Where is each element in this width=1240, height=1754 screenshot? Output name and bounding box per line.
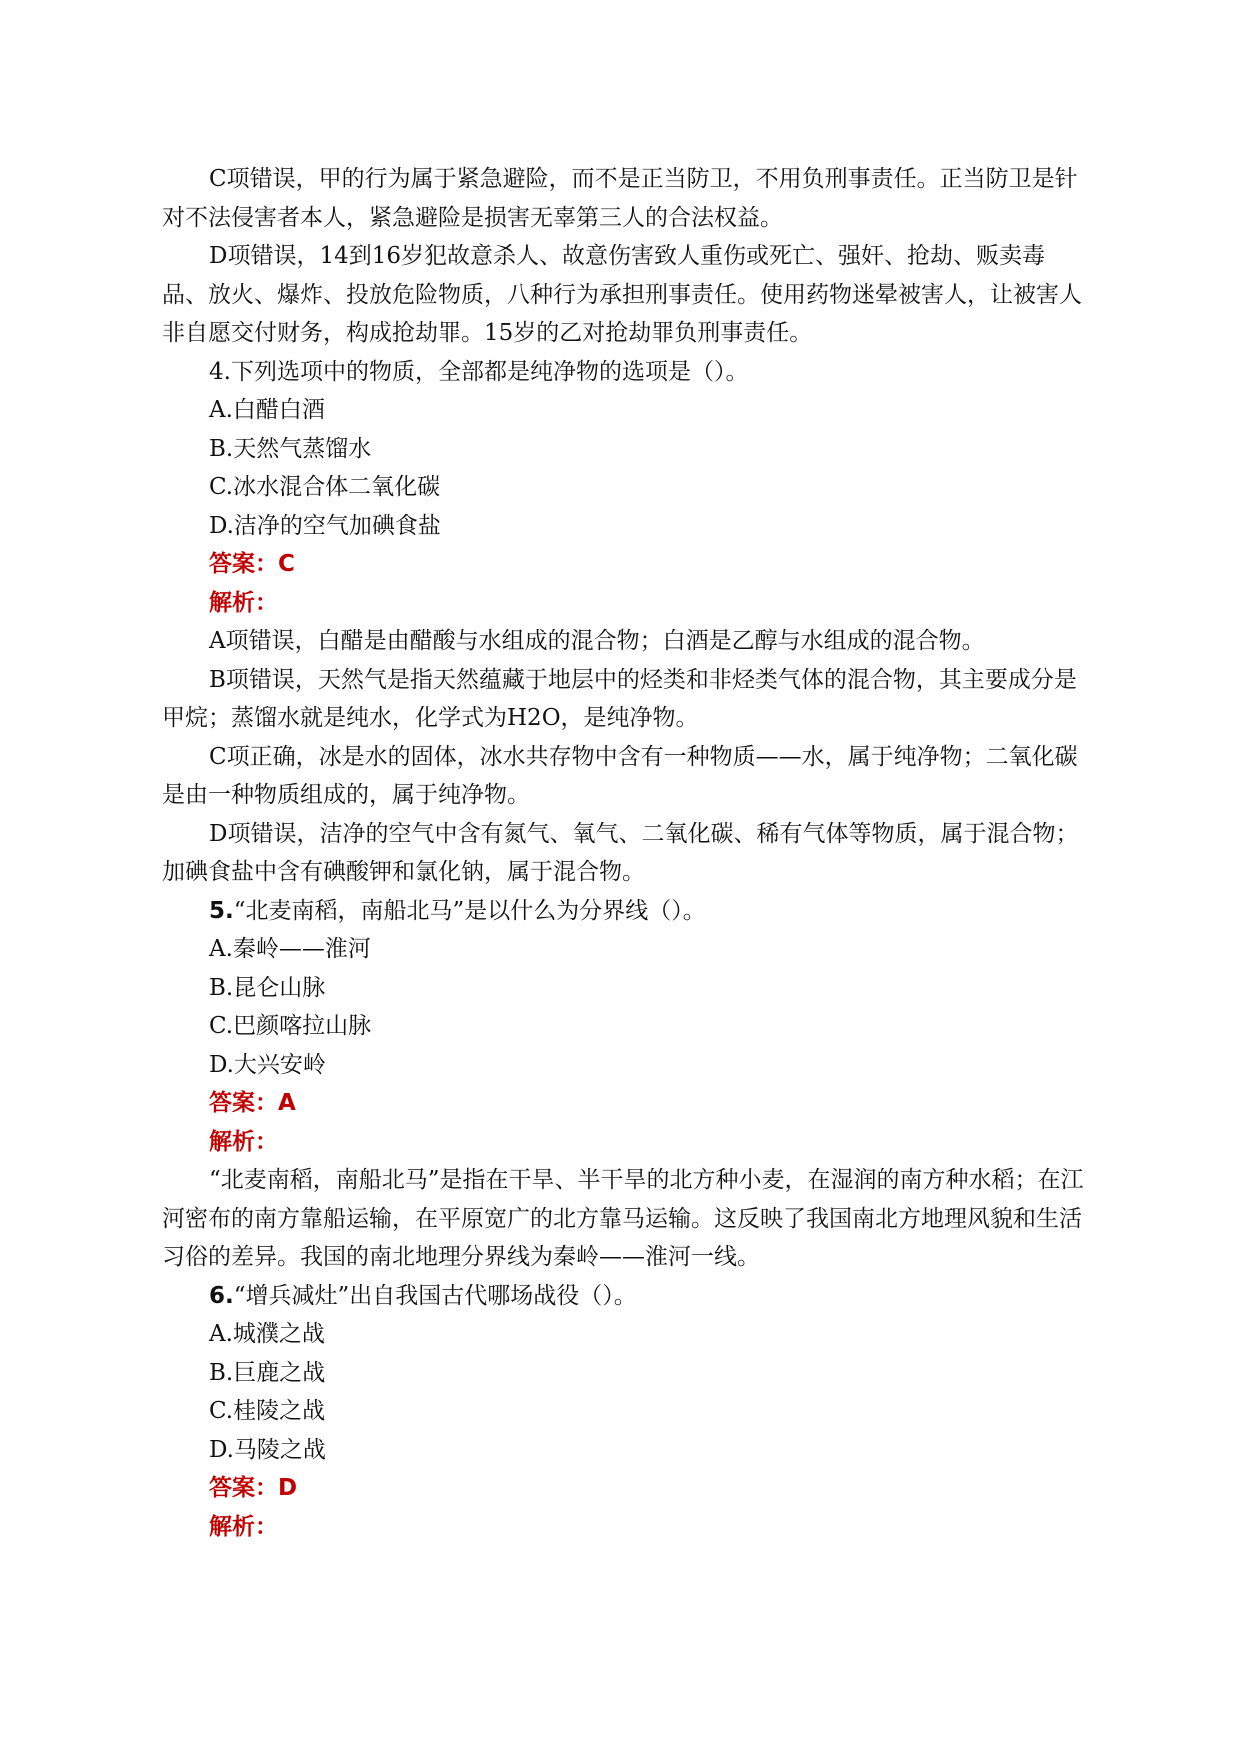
option-d: D.大兴安岭 bbox=[209, 1051, 326, 1078]
analysis-paragraph: C项正确，冰是水的固体，冰水共存物中含有一种物质——水，属于纯净物；二氧化碳是由一种物质组成的，属于纯净物。 bbox=[162, 743, 1078, 808]
option-a: A.白醋白酒 bbox=[209, 397, 325, 423]
prev-explanation-d: D项错误，14到16岁犯故意杀人、故意伤害致人重伤或死亡、强奸、抢劫、贩卖毒品、放火、爆炸、投放危险物质，八种行为承担刑事责任。使用药物迷晕被害人，让被害人非自愿交付财务，构成抢劫罪。15岁的乙对抢劫罪负刑事责任。 bbox=[162, 243, 1082, 346]
answer-label: 答案：A bbox=[209, 1090, 296, 1116]
question-5 bbox=[162, 892, 1090, 1277]
analysis-label: 解析： bbox=[209, 589, 278, 616]
analysis-label: 解析： bbox=[209, 1513, 278, 1540]
analysis-label: 解析： bbox=[209, 1128, 278, 1155]
option-c: C.冰水混合体二氧化碳 bbox=[209, 474, 441, 500]
question-number: 5. bbox=[209, 897, 234, 924]
option-a: A.秦岭——淮河 bbox=[209, 936, 371, 962]
option-a: A.城濮之战 bbox=[209, 1321, 325, 1347]
question-6 bbox=[162, 1277, 1090, 1547]
option-c: C.桂陵之战 bbox=[209, 1398, 326, 1424]
answer-label: 答案：C bbox=[209, 551, 295, 577]
question-4 bbox=[162, 353, 1090, 892]
answer-label: 答案：D bbox=[209, 1475, 298, 1501]
option-d: D.洁净的空气加碘食盐 bbox=[209, 512, 441, 539]
question-text: “北麦南稻，南船北马”是以什么为分界线（）。 bbox=[233, 897, 706, 924]
option-c: C.巴颜喀拉山脉 bbox=[209, 1013, 372, 1039]
question-stem bbox=[162, 892, 1090, 931]
analysis-paragraph: “北麦南稻，南船北马”是指在干旱、半干旱的北方种小麦，在湿润的南方种水稻；在江河密布的南方靠船运输，在平原宽广的北方靠马运输。这反映了我国南北方地理风貌和生活习俗的差异。我国的南北地理分界线为秦岭——淮河一线。 bbox=[162, 1167, 1084, 1270]
option-b: B.昆仑山脉 bbox=[209, 974, 326, 1001]
question-text: “增兵减灶”出自我国古代哪场战役（）。 bbox=[233, 1282, 637, 1309]
question-stem bbox=[162, 1277, 1090, 1316]
analysis-paragraph: D项错误，洁净的空气中含有氮气、氧气、二氧化碳、稀有气体等物质，属于混合物；加碘食盐中含有碘酸钾和氯化钠，属于混合物。 bbox=[162, 820, 1079, 885]
question-number: 6. bbox=[209, 1282, 234, 1309]
analysis-paragraph: A项错误，白醋是由醋酸与水组成的混合物；白酒是乙醇与水组成的混合物。 bbox=[209, 628, 985, 654]
option-b: B.天然气蒸馏水 bbox=[209, 435, 372, 462]
option-d: D.马陵之战 bbox=[209, 1436, 326, 1463]
option-b: B.巨鹿之战 bbox=[209, 1359, 326, 1386]
analysis-paragraph: B项错误，天然气是指天然蕴藏于地层中的烃类和非烃类气体的混合物，其主要成分是甲烷；蒸馏水就是纯水，化学式为H2O，是纯净物。 bbox=[162, 666, 1077, 731]
question-stem: 4.下列选项中的物质，全部都是纯净物的选项是（）。 bbox=[209, 358, 749, 385]
prev-explanation-c: C项错误，甲的行为属于紧急避险，而不是正当防卫，不用负刑事责任。正当防卫是针对不法侵害者本人，紧急避险是损害无辜第三人的合法权益。 bbox=[162, 166, 1078, 231]
